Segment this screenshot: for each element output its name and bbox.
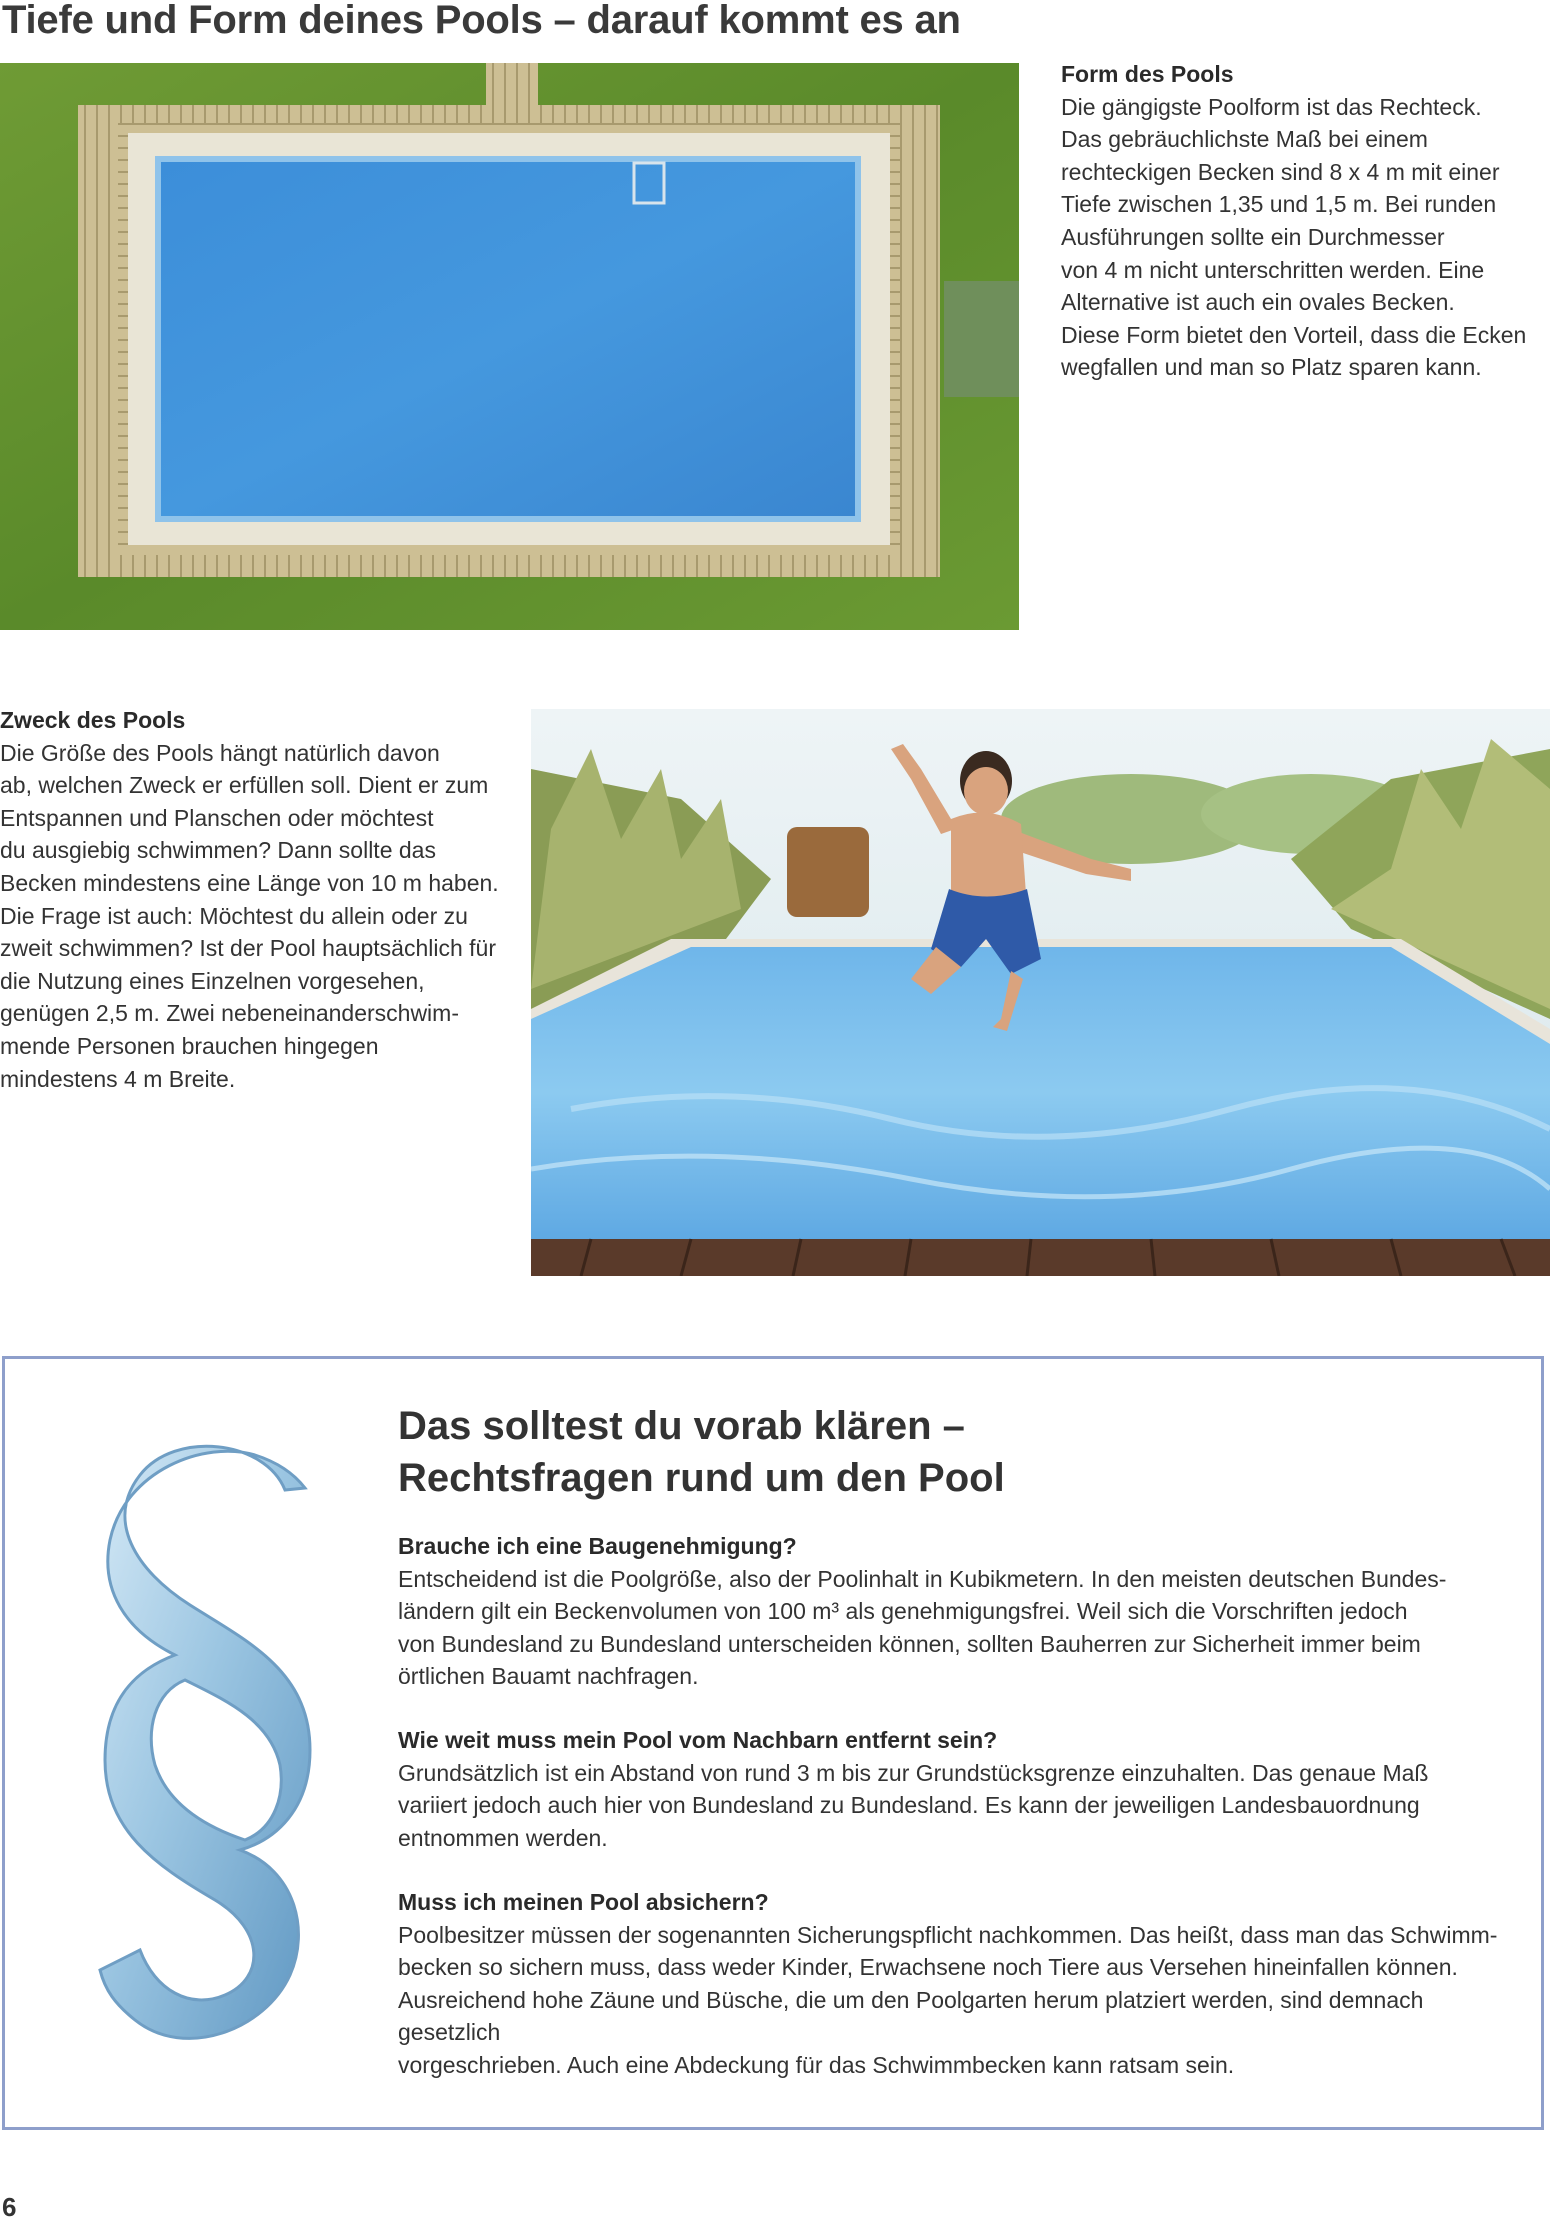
page-number: 6 bbox=[2, 2192, 17, 2222]
answer-line: Entscheidend ist die Poolgröße, also der Poolinhalt in Kubikmetern. In den meisten deutschen Bundes- bbox=[398, 1565, 1447, 1592]
legal-question-permit bbox=[398, 1530, 1508, 1693]
legal-title-line-2: Rechtsfragen rund um den Pool bbox=[398, 1456, 1005, 1500]
zweck-line: genügen 2,5 m. Zwei nebeneinanderschwim- bbox=[0, 1000, 459, 1027]
answer-line: örtlichen Bauamt nachfragen. bbox=[398, 1663, 699, 1690]
answer-line: ländern gilt ein Beckenvolumen von 100 m³ als genehmigungsfrei. Weil sich die Vorschriften jedoch bbox=[398, 1598, 1408, 1625]
zweck-line: mende Personen brauchen hingegen bbox=[0, 1032, 379, 1059]
zweck-line: zweit schwimmen? Ist der Pool hauptsächlich für bbox=[0, 935, 496, 962]
form-line: Alternative ist auch ein ovales Becken. bbox=[1061, 289, 1455, 316]
legal-section-title bbox=[398, 1400, 1498, 1504]
answer-line: Grundsätzlich ist ein Abstand von rund 3 m bis zur Grundstücksgrenze einzuhalten. Das genaue Maß bbox=[398, 1759, 1429, 1786]
zweck-section bbox=[0, 704, 500, 1095]
pool-aerial-photo bbox=[0, 63, 1019, 630]
zweck-line: ab, welchen Zweck er erfüllen soll. Dient er zum bbox=[0, 772, 489, 799]
question-heading: Brauche ich eine Baugenehmigung? bbox=[398, 1533, 797, 1559]
zweck-line: du ausgiebig schwimmen? Dann sollte das bbox=[0, 837, 436, 864]
answer-line: von Bundesland zu Bundesland unterscheiden können, sollten Bauherren zur Sicherheit immer beim bbox=[398, 1630, 1421, 1657]
form-line: Tiefe zwischen 1,35 und 1,5 m. Bei runden bbox=[1061, 191, 1497, 218]
form-line: Ausführungen sollte ein Durchmesser bbox=[1061, 223, 1445, 250]
form-section bbox=[1061, 58, 1531, 384]
zweck-line: die Nutzung eines Einzelnen vorgesehen, bbox=[0, 967, 425, 994]
legal-question-distance bbox=[398, 1724, 1508, 1854]
zweck-line: Becken mindestens eine Länge von 10 m haben. bbox=[0, 869, 499, 896]
form-line: rechteckigen Becken sind 8 x 4 m mit einer bbox=[1061, 158, 1500, 185]
zweck-line: Die Größe des Pools hängt natürlich davon bbox=[0, 739, 440, 766]
boy-jumping-photo bbox=[531, 709, 1550, 1276]
page-title: Tiefe und Form deines Pools – darauf kommt es an bbox=[2, 0, 961, 42]
legal-title-line-1: Das solltest du vorab klären – bbox=[398, 1404, 965, 1448]
form-line: Das gebräuchlichste Maß bei einem bbox=[1061, 126, 1428, 153]
question-heading: Wie weit muss mein Pool vom Nachbarn entfernt sein? bbox=[398, 1727, 998, 1753]
form-line: Diese Form bietet den Vorteil, dass die Ecken bbox=[1061, 321, 1527, 348]
question-heading: Muss ich meinen Pool absichern? bbox=[398, 1889, 769, 1915]
answer-line: entnommen werden. bbox=[398, 1824, 608, 1851]
answer-line: variiert jedoch auch hier von Bundesland zu Bundesland. Es kann der jeweiligen Landesbauordnung bbox=[398, 1792, 1420, 1819]
zweck-line: Entspannen und Planschen oder möchtest bbox=[0, 804, 434, 831]
answer-line: Poolbesitzer müssen der sogenannten Sicherungspflicht nachkommen. Das heißt, dass man das Schwimm- bbox=[398, 1921, 1498, 1948]
paragraph-symbol-icon bbox=[95, 1430, 335, 2070]
answer-line: becken so sichern muss, dass weder Kinder, Erwachsene noch Tiere aus Versehen hineinfallen können. bbox=[398, 1954, 1458, 1981]
answer-line: vorgeschrieben. Auch eine Abdeckung für das Schwimmbecken kann ratsam sein. bbox=[398, 2051, 1235, 2078]
form-line: wegfallen und man so Platz sparen kann. bbox=[1061, 354, 1482, 381]
answer-line: Ausreichend hohe Zäune und Büsche, die um den Poolgarten herum platziert werden, sind demnach gesetzlich bbox=[398, 1986, 1424, 2046]
form-line: Die gängigste Poolform ist das Rechteck. bbox=[1061, 93, 1482, 120]
legal-question-safety bbox=[398, 1886, 1508, 2082]
form-line: von 4 m nicht unterschritten werden. Eine bbox=[1061, 256, 1485, 283]
zweck-heading: Zweck des Pools bbox=[0, 707, 186, 733]
zweck-line: mindestens 4 m Breite. bbox=[0, 1065, 236, 1092]
zweck-line: Die Frage ist auch: Möchtest du allein oder zu bbox=[0, 902, 468, 929]
form-heading: Form des Pools bbox=[1061, 61, 1234, 87]
